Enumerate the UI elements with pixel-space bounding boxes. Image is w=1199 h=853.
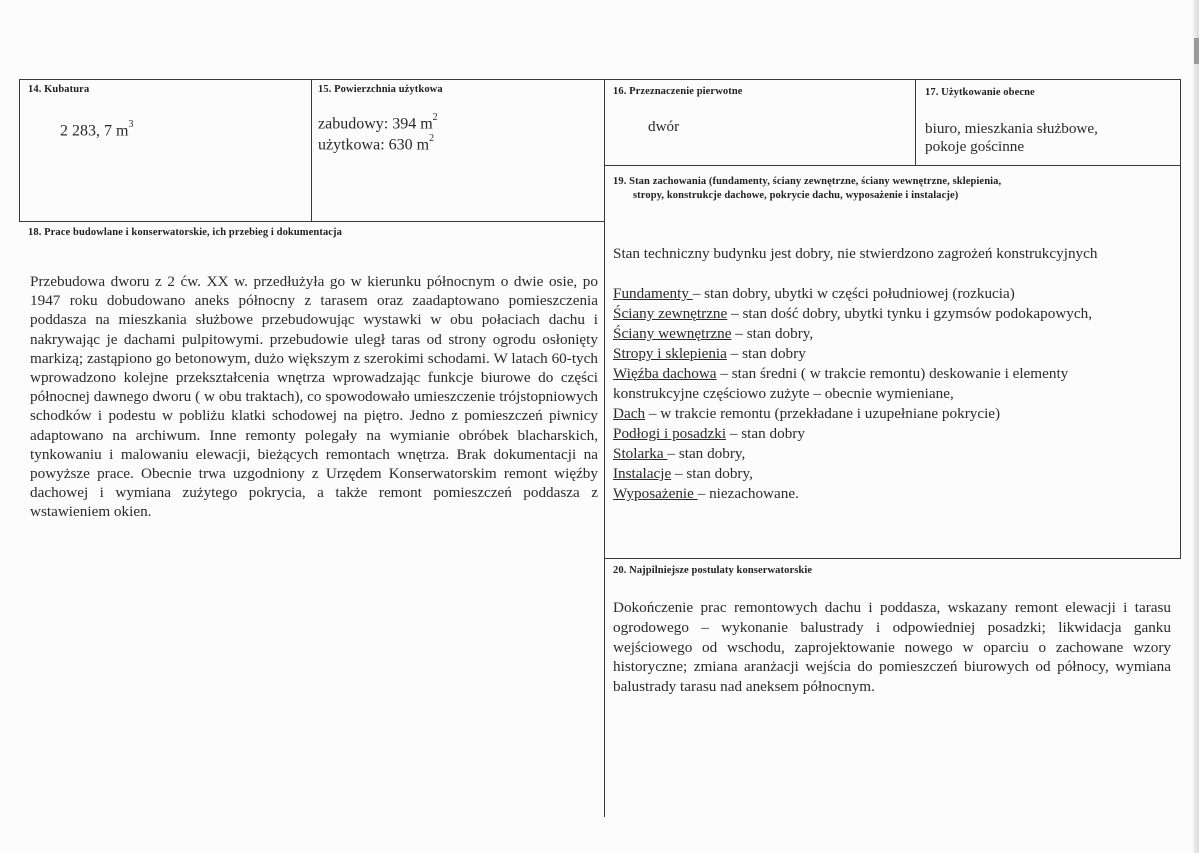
kubatura-exponent: 3 (128, 119, 134, 130)
powierzchnia-uzytkowa (318, 131, 434, 155)
list-item (613, 344, 1092, 364)
item-term: Fundamenty (613, 285, 693, 302)
uzytkowanie-line2: pokoje gościnne (925, 138, 1025, 155)
item-desc: – stan dość dobry, ubytki tynku i gzymsów podokapowych, (727, 305, 1093, 322)
stan-zachowania-label-line1: 19. Stan zachowania (fundamenty, ściany zewnętrzne, ściany wewnętrzne, sklepienia, (613, 176, 1002, 187)
powierzchnia-label: 15. Powierzchnia użytkowa (318, 84, 443, 95)
postulaty-text: Dokończenie prac remontowych dachu i poddasza, wskazany remont elewacji i tarasu ogrodowego – wykonanie balustrady i odpowiedniej posadzki; likwidacja ganku wejściowego od wschodu, zaprojektowanie nowego w oparciu o zachowane wzory historyczne; zmiana aranżacji wejścia do pomieszczeń biurowych od północy, wymiana balustrady tarasu nad aneksem północnym. (613, 599, 1171, 696)
list-item (613, 364, 1092, 384)
item-term: Ściany zewnętrzne (613, 305, 728, 322)
kubatura-value (60, 117, 133, 141)
powierzchnia-zabudowy-text: zabudowy: 394 m (318, 115, 433, 133)
uzytkowanie-label: 17. Użytkowanie obecne (925, 87, 1035, 98)
przeznaczenie-label: 16. Przeznaczenie pierwotne (613, 86, 743, 97)
item-term: Więźba dachowa (613, 365, 717, 382)
powierzchnia-uzytkowa-text: użytkowa: 630 m (318, 136, 430, 154)
item-term: Dach (613, 405, 646, 422)
prace-budowlane-text: Przebudowa dworu z 2 ćw. XX w. przedłużyła go w kierunku północnym o dwie osie, po 1947 roku dobudowano aneks północny z tarasem oraz zaadaptowano pomieszczenia poddasza na mieszkania służbowe przebudowując wystawki w obu połaciach dachu i nakrywając je dachami pulpitowymi. przebudowie uległ taras od strony ogrodu osłonięty markizą; zastąpiono go betonowym, dużo większym z szerokimi schodami. W latach 60-tych wprowadzono kolejne przekształcenia wnętrza wprowadzając funkcje biurowe do części północnej dawnego dworu ( w obu traktach), co spowodowało umieszczenie trójstopniowych schodków i podestu w pobliżu klatki schodowej na piętro. Jedno z pomieszczeń piwnicy adaptowano na archiwum. Inne remonty polegały na wymianie obróbek blacharskich, tynkowaniu i malowaniu elewacji, bieżących remontach wnętrza. Brak dokumentacji na powyższe prace. Obecnie trwa uzgodniony z Urzędem Konserwatorskim remont więźby dachowej i wymiana zużytego pokrycia, a także remont pomieszczeń poddasza z wstawieniem okien. (30, 273, 598, 521)
uzytkowanie-line1: biuro, mieszkania służbowe, (925, 120, 1098, 137)
list-item (613, 384, 1092, 404)
item-desc: – stan dobry (726, 425, 805, 442)
item-term: Stolarka (613, 445, 668, 462)
stan-zachowania-label-line2: stropy, konstrukcje dachowe, pokrycie dachu, wyposażenie i instalacje) (633, 190, 959, 201)
item-term: Wyposażenie (613, 485, 698, 502)
list-item (613, 444, 1092, 464)
list-item (613, 424, 1092, 444)
left-border (19, 79, 20, 222)
list-item (613, 464, 1092, 484)
item-term: Instalacje (613, 465, 672, 482)
item-desc: – w trakcie remontu (przekładane i uzupełniane pokrycie) (645, 405, 1001, 422)
stan-zachowania-list (613, 284, 1092, 504)
item-desc: – niezachowane. (697, 485, 799, 502)
item-desc: konstrukcyjne częściowo zużyte – obecnie wymieniane, (613, 385, 954, 402)
kubatura-number: 2 283, 7 m (60, 122, 129, 140)
card-edge-mark (1194, 38, 1199, 64)
kubatura-label: 14. Kubatura (28, 84, 90, 95)
divider-16-17 (915, 79, 916, 165)
row-divider-16-19 (604, 165, 1181, 166)
item-desc: – stan dobry, (731, 325, 814, 342)
list-item (613, 324, 1092, 344)
list-item (613, 484, 1092, 504)
row-divider-19-20 (604, 558, 1181, 559)
item-desc: – stan dobry, (671, 465, 753, 482)
item-term: Ściany wewnętrzne (613, 325, 732, 342)
powierzchnia-uzytkowa-exponent: 2 (429, 133, 435, 144)
item-term: Podłogi i posadzki (613, 425, 727, 442)
list-item (613, 404, 1092, 424)
powierzchnia-zabudowy-exponent: 2 (432, 112, 438, 123)
item-desc: – stan dobry, (667, 445, 746, 462)
item-desc: – stan dobry (726, 345, 806, 362)
item-term: Stropy i sklepienia (613, 345, 727, 362)
prace-budowlane-label: 18. Prace budowlane i konserwatorskie, ich przebieg i dokumentacja (28, 227, 343, 238)
divider-14-15 (311, 79, 312, 222)
stan-zachowania-intro: Stan techniczny budynku jest dobry, nie stwierdzono zagrożeń konstrukcyjnych (613, 245, 1098, 262)
przeznaczenie-value: dwór (648, 118, 680, 135)
postulaty-label: 20. Najpilniejsze postulaty konserwatorskie (613, 565, 813, 576)
card-edge (1193, 0, 1199, 853)
center-divider (604, 79, 605, 817)
top-border (19, 79, 1181, 80)
item-desc: – stan dobry, ubytki w części południowej (rozkucia) (692, 285, 1015, 302)
right-border (1180, 79, 1181, 559)
item-desc: – stan średni ( w trakcie remontu) deskowanie i elementy (716, 365, 1069, 382)
list-item (613, 284, 1092, 304)
list-item (613, 304, 1092, 324)
